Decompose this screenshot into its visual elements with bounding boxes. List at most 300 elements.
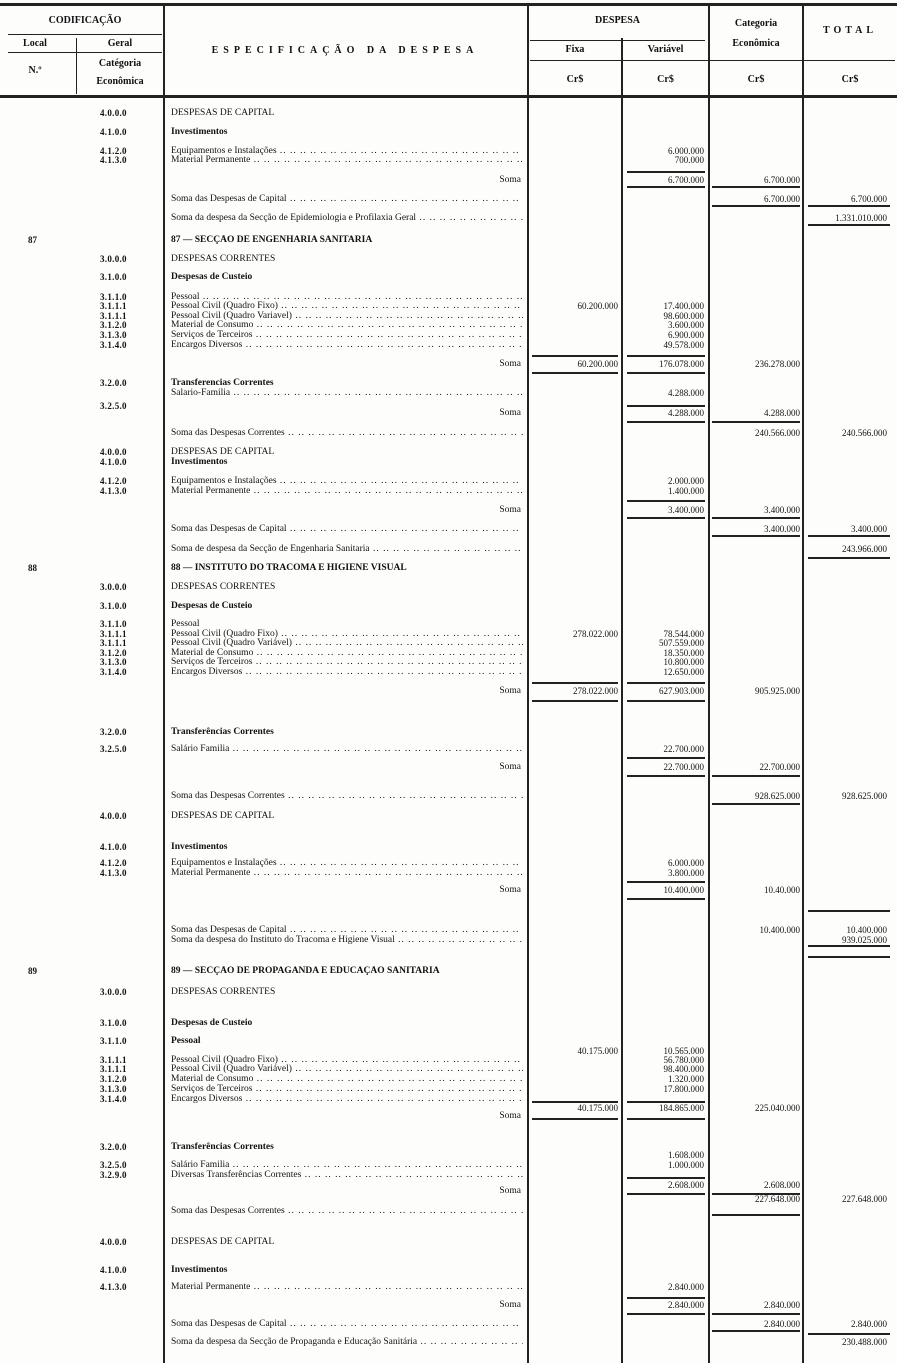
table-row bbox=[0, 1319, 897, 1330]
variavel-value: 3.800.000 bbox=[668, 868, 704, 878]
sum-underline bbox=[627, 898, 705, 900]
expense-description: Soma da despesa do Instituto do Tracoma e Higiene Visual .. .. bbox=[171, 935, 523, 946]
economic-category-code: 4.0.0.0 bbox=[100, 811, 127, 821]
economic-category-code: 3.1.1.1 bbox=[100, 638, 127, 648]
sum-underline bbox=[712, 1313, 800, 1315]
categoria-economica-header: Categoria Econômica bbox=[732, 18, 780, 49]
especificacao-header: ESPECIFICAÇÃO DA DESPESA bbox=[211, 45, 479, 56]
sum-underline bbox=[808, 205, 890, 207]
categoria-value: 2.840.000 bbox=[764, 1300, 800, 1310]
table-row bbox=[0, 486, 897, 497]
economic-category-code: 3.1.3.0 bbox=[100, 1084, 127, 1094]
economic-category-code: 3.2.5.0 bbox=[100, 401, 127, 411]
expense-description: Soma das Despesas de Capital .. .. bbox=[171, 524, 523, 535]
economic-category-code: 3.1.1.0 bbox=[100, 1036, 127, 1046]
top-rule bbox=[0, 3, 897, 6]
header-rule bbox=[530, 60, 895, 61]
total-value: 243.966.000 bbox=[842, 544, 887, 554]
variavel-value: 6.000.000 bbox=[668, 146, 704, 156]
expense-description: Encargos Diversos .. .. bbox=[171, 667, 523, 678]
economic-category-code: 3.1.4.0 bbox=[100, 340, 127, 350]
table-row bbox=[0, 762, 897, 773]
table-row bbox=[0, 1237, 897, 1248]
table-row bbox=[0, 175, 897, 186]
table-row bbox=[0, 505, 897, 516]
categoria-value: 225.040.000 bbox=[755, 1103, 800, 1113]
total-value: 3.400.000 bbox=[851, 524, 887, 534]
header-rule bbox=[8, 34, 162, 35]
sum-underline bbox=[532, 700, 618, 702]
expense-description: Serviços de Terceiros .. .. bbox=[171, 1084, 523, 1095]
expense-description: DESPESAS DE CAPITAL bbox=[171, 447, 275, 457]
variavel-value: 3.400.000 bbox=[668, 505, 704, 515]
sum-underline bbox=[808, 910, 890, 912]
economic-category-code: 3.2.5.0 bbox=[100, 1160, 127, 1170]
economic-category-code: 3.1.4.0 bbox=[100, 1094, 127, 1104]
economic-category-code: 3.2.9.0 bbox=[100, 1170, 127, 1180]
economic-category-code: 3.1.0.0 bbox=[100, 272, 127, 282]
expense-description: DESPESAS DE CAPITAL bbox=[171, 811, 275, 821]
local-header: Local bbox=[23, 38, 47, 49]
sum-underline bbox=[627, 881, 705, 883]
expense-description: DESPESAS CORRENTES bbox=[171, 254, 276, 264]
table-row bbox=[0, 1194, 897, 1205]
expense-description: Soma da despesa da Secção de Epidemiologia e Profilaxia Geral .. .. bbox=[171, 213, 523, 224]
sum-underline bbox=[712, 803, 800, 805]
variavel-value: 98.400.000 bbox=[663, 1064, 704, 1074]
economic-category-code: 4.0.0.0 bbox=[100, 447, 127, 457]
categoria-value: 240.566.000 bbox=[755, 428, 800, 438]
expense-description: Pessoal bbox=[171, 619, 200, 629]
expense-description: Equipamentos e Instalações .. .. bbox=[171, 858, 523, 869]
economic-category-code: 3.1.1.0 bbox=[100, 619, 127, 629]
expense-description: Pessoal Civil (Quadro Variável) .. .. bbox=[171, 638, 523, 649]
variavel-header: Variável bbox=[647, 44, 684, 55]
economic-category-code: 4.0.0.0 bbox=[100, 108, 127, 118]
table-row bbox=[0, 885, 897, 896]
total-value: 240.566.000 bbox=[842, 428, 887, 438]
table-row bbox=[0, 686, 897, 697]
table-row bbox=[0, 272, 897, 283]
total-value: 928.625.000 bbox=[842, 791, 887, 801]
sum-underline bbox=[627, 517, 705, 519]
table-row bbox=[0, 1265, 897, 1276]
expense-description: Equipamentos e Instalações .. .. bbox=[171, 146, 523, 157]
table-row bbox=[0, 388, 897, 399]
sum-underline bbox=[627, 1313, 705, 1315]
expense-description: Despesas de Custeio bbox=[171, 272, 253, 282]
sum-underline bbox=[712, 1214, 800, 1216]
variavel-value: 184.865.000 bbox=[659, 1103, 704, 1113]
soma-label: Soma bbox=[499, 359, 521, 369]
economic-category-code: 4.1.3.0 bbox=[100, 868, 127, 878]
expense-description: Pessoal Civil (Quadro Variavel) .. .. bbox=[171, 311, 523, 322]
table-row bbox=[0, 563, 897, 574]
variavel-value: 10.565.000 bbox=[663, 1046, 704, 1056]
categoria-value: 2.840.000 bbox=[764, 1319, 800, 1329]
economic-category-code: 3.1.1.1 bbox=[100, 311, 127, 321]
expense-description: Transferencias Correntes bbox=[171, 378, 274, 388]
variavel-value: 56.780.000 bbox=[663, 1055, 704, 1065]
sum-underline bbox=[712, 535, 800, 537]
economic-category-code: 4.1.0.0 bbox=[100, 1265, 127, 1275]
total-value: 939.025.000 bbox=[842, 935, 887, 945]
expense-description: Encargos Diversos .. .. bbox=[171, 1094, 523, 1105]
sum-underline bbox=[808, 224, 890, 226]
expense-description: Pessoal Civil (Quadro Fixo) .. .. bbox=[171, 301, 523, 312]
total-value: 10.400.000 bbox=[846, 925, 887, 935]
expense-description: Soma da despesa da Secção de Propaganda e Educação Sanitária .. .. bbox=[171, 1337, 523, 1348]
sum-underline bbox=[627, 1177, 705, 1179]
expense-description: Pessoal Civil (Quadro Fixo) .. .. bbox=[171, 1055, 523, 1066]
table-row bbox=[0, 1111, 897, 1122]
variavel-value: 78.544.000 bbox=[663, 629, 704, 639]
expense-description: Despesas de Custeio bbox=[171, 601, 253, 611]
sum-underline bbox=[532, 682, 618, 684]
table-row bbox=[0, 194, 897, 205]
sum-underline bbox=[808, 1333, 890, 1335]
variavel-value: 98.600.000 bbox=[663, 311, 704, 321]
table-row bbox=[0, 108, 897, 119]
sum-underline bbox=[627, 171, 705, 173]
soma-label: Soma bbox=[499, 1300, 521, 1310]
expense-description: Serviços de Terceiros .. .. bbox=[171, 657, 523, 668]
sum-underline bbox=[627, 775, 705, 777]
economic-category-code: 4.1.0.0 bbox=[100, 457, 127, 467]
total-value: 227.648.000 bbox=[842, 1194, 887, 1204]
header-rule bbox=[530, 40, 705, 41]
economic-category-code: 4.1.0.0 bbox=[100, 842, 127, 852]
expense-description: Investimentos bbox=[171, 457, 228, 467]
economic-category-code: 3.0.0.0 bbox=[100, 582, 127, 592]
geral-header: Geral bbox=[107, 38, 133, 49]
categoria-value: 10.400.000 bbox=[759, 925, 800, 935]
soma-label: Soma bbox=[499, 175, 521, 185]
soma-label: Soma bbox=[499, 1186, 521, 1196]
expense-description: Serviços de Terceiros .. .. bbox=[171, 330, 523, 341]
table-row bbox=[0, 811, 897, 822]
economic-category-code: 3.0.0.0 bbox=[100, 987, 127, 997]
expense-description: 87 — SECÇÃO DE ENGENHARIA SANITARIA bbox=[171, 235, 373, 245]
table-row bbox=[0, 868, 897, 879]
variavel-value: 6.000.000 bbox=[668, 858, 704, 868]
sum-underline bbox=[712, 186, 800, 188]
sum-underline bbox=[627, 355, 705, 357]
expense-description: Pessoal Civil (Quadro Variável) .. .. bbox=[171, 1064, 523, 1075]
variavel-value: 4.288.000 bbox=[668, 388, 704, 398]
expense-description: Salário Familia .. .. bbox=[171, 1160, 523, 1171]
variavel-value: 2.840.000 bbox=[668, 1300, 704, 1310]
sum-underline bbox=[712, 517, 800, 519]
header-bottom-rule bbox=[0, 95, 897, 98]
categoria-value: 22.700.000 bbox=[759, 762, 800, 772]
variavel-value: 22.700.000 bbox=[663, 762, 704, 772]
variavel-value: 17.400.000 bbox=[663, 301, 704, 311]
table-row bbox=[0, 966, 897, 977]
expense-description: Material Permanente .. .. bbox=[171, 486, 523, 497]
variavel-value: 507.559.000 bbox=[659, 638, 704, 648]
variavel-value: 12.650.000 bbox=[663, 667, 704, 677]
table-row bbox=[0, 1300, 897, 1311]
expense-description: Pessoal Civil (Quadro Fixo) .. .. bbox=[171, 629, 523, 640]
table-row bbox=[0, 254, 897, 265]
despesa-header: DESPESA bbox=[594, 15, 640, 26]
expense-description: DESPESAS DE CAPITAL bbox=[171, 1237, 275, 1247]
total-header: TOTAL bbox=[822, 25, 878, 36]
categoria-economica-code-header: Catégoria Econômica bbox=[96, 58, 144, 87]
sum-underline bbox=[627, 1297, 705, 1299]
table-row bbox=[0, 340, 897, 351]
total-value: 230.488.000 bbox=[842, 1337, 887, 1347]
categoria-value: 227.648.000 bbox=[755, 1194, 800, 1204]
table-row bbox=[0, 582, 897, 593]
table-row bbox=[0, 408, 897, 419]
expense-description: Investimentos bbox=[171, 842, 228, 852]
categoria-currency: Cr$ bbox=[747, 74, 765, 85]
sum-underline bbox=[712, 205, 800, 207]
economic-category-code: 4.1.0.0 bbox=[100, 127, 127, 137]
total-value: 6.700.000 bbox=[851, 194, 887, 204]
variavel-value: 627.903.000 bbox=[659, 686, 704, 696]
economic-category-code: 4.1.2.0 bbox=[100, 476, 127, 486]
economic-category-code: 4.1.3.0 bbox=[100, 1282, 127, 1292]
total-value: 2.840.000 bbox=[851, 1319, 887, 1329]
sum-underline bbox=[627, 500, 705, 502]
table-row bbox=[0, 213, 897, 224]
expense-description: Soma das Despesas Correntes .. .. bbox=[171, 428, 523, 439]
expense-description: Soma das Despesas de Capital .. .. bbox=[171, 194, 523, 205]
variavel-value: 17.800.000 bbox=[663, 1084, 704, 1094]
total-currency: Cr$ bbox=[841, 74, 859, 85]
expense-description: DESPESAS CORRENTES bbox=[171, 987, 276, 997]
expense-description: Soma de despesa da Secção de Engenharia Sanitaria .. .. bbox=[171, 544, 523, 555]
categoria-value: 6.700.000 bbox=[764, 175, 800, 185]
categoria-value: 3.400.000 bbox=[764, 524, 800, 534]
soma-label: Soma bbox=[499, 505, 521, 515]
sum-underline bbox=[627, 186, 705, 188]
sum-underline bbox=[808, 535, 890, 537]
economic-category-code: 4.0.0.0 bbox=[100, 1237, 127, 1247]
variavel-value: 1.400.000 bbox=[668, 486, 704, 496]
expense-description: Soma das Despesas Correntes .. .. bbox=[171, 791, 523, 802]
sum-underline bbox=[712, 421, 800, 423]
expense-description: Material Permanente .. .. bbox=[171, 868, 523, 879]
categoria-value: 928.625.000 bbox=[755, 791, 800, 801]
table-row bbox=[0, 524, 897, 535]
soma-label: Soma bbox=[499, 408, 521, 418]
table-row bbox=[0, 428, 897, 439]
sum-underline bbox=[532, 1118, 618, 1120]
codificacao-header: CODIFICAÇÃO bbox=[48, 15, 122, 26]
table-row bbox=[0, 744, 897, 755]
sum-underline bbox=[712, 1193, 800, 1195]
economic-category-code: 3.1.3.0 bbox=[100, 657, 127, 667]
categoria-value: 2.608.000 bbox=[764, 1180, 800, 1190]
fixa-header: Fixa bbox=[565, 44, 585, 55]
soma-label: Soma bbox=[499, 686, 521, 696]
expense-description: Soma das Despesas de Capital .. .. bbox=[171, 925, 523, 936]
economic-category-code: 3.0.0.0 bbox=[100, 254, 127, 264]
local-number: 89 bbox=[28, 966, 37, 976]
table-row bbox=[0, 667, 897, 678]
expense-description: Material Permanente .. .. bbox=[171, 1282, 523, 1293]
expense-description: Transferências Correntes bbox=[171, 727, 274, 737]
expense-description: 88 — INSTITUTO DO TRACOMA E HIGIENE VISUAL bbox=[171, 563, 407, 573]
variavel-value: 6.700.000 bbox=[668, 175, 704, 185]
table-row bbox=[0, 235, 897, 246]
sum-underline bbox=[712, 1330, 800, 1332]
table-row bbox=[0, 457, 897, 468]
economic-category-code: 3.2.0.0 bbox=[100, 727, 127, 737]
variavel-value: 18.350.000 bbox=[663, 648, 704, 658]
expense-description: Equipamentos e Instalações .. .. bbox=[171, 476, 523, 487]
sum-underline bbox=[627, 682, 705, 684]
economic-category-code: 4.1.3.0 bbox=[100, 486, 127, 496]
economic-category-code: 3.1.1.1 bbox=[100, 1055, 127, 1065]
expense-description: DESPESAS DE CAPITAL bbox=[171, 108, 275, 118]
economic-category-code: 3.1.1.1 bbox=[100, 1064, 127, 1074]
table-row bbox=[0, 127, 897, 138]
sum-underline bbox=[627, 1101, 705, 1103]
sum-underline bbox=[808, 945, 890, 947]
expense-description: Material de Consumo .. .. bbox=[171, 1074, 523, 1085]
header-rule bbox=[76, 38, 77, 94]
expense-description: Salario-Familia .. .. bbox=[171, 388, 523, 399]
table-row bbox=[0, 601, 897, 612]
fixa-value: 278.022.000 bbox=[573, 629, 618, 639]
economic-category-code: 3.2.0.0 bbox=[100, 378, 127, 388]
economic-category-code: 3.2.0.0 bbox=[100, 1142, 127, 1152]
table-row bbox=[0, 1018, 897, 1029]
table-row bbox=[0, 155, 897, 166]
expense-description: DESPESAS CORRENTES bbox=[171, 582, 276, 592]
sum-underline bbox=[627, 1193, 705, 1195]
soma-label: Soma bbox=[499, 885, 521, 895]
fixa-value: 278.022.000 bbox=[573, 686, 618, 696]
economic-category-code: 4.1.2.0 bbox=[100, 858, 127, 868]
sum-underline bbox=[627, 757, 705, 759]
categoria-value: 6.700.000 bbox=[764, 194, 800, 204]
economic-category-code: 3.1.0.0 bbox=[100, 1018, 127, 1028]
variavel-value: 176.078.000 bbox=[659, 359, 704, 369]
expense-description: Material Permanente .. .. bbox=[171, 155, 523, 166]
expense-description: Investimentos bbox=[171, 1265, 228, 1275]
expense-description: Material de Consumo .. .. bbox=[171, 648, 523, 659]
table-row bbox=[0, 727, 897, 738]
economic-category-code: 4.1.3.0 bbox=[100, 155, 127, 165]
table-row bbox=[0, 842, 897, 853]
sum-underline bbox=[712, 775, 800, 777]
fixa-value: 60.200.000 bbox=[577, 301, 618, 311]
sum-underline bbox=[532, 355, 618, 357]
variavel-value: 2.608.000 bbox=[668, 1180, 704, 1190]
expense-description: Soma das Despesas de Capital .. .. bbox=[171, 1319, 523, 1330]
numero-header: N.º bbox=[28, 65, 42, 76]
expense-description: Transferências Correntes bbox=[171, 1142, 274, 1152]
economic-category-code: 3.1.1.1 bbox=[100, 301, 127, 311]
expense-description: Material de Consumo .. .. bbox=[171, 320, 523, 331]
economic-category-code: 3.1.4.0 bbox=[100, 667, 127, 677]
sum-underline bbox=[532, 372, 618, 374]
sum-underline bbox=[627, 372, 705, 374]
total-value: 1.331.010.000 bbox=[835, 213, 887, 223]
sum-underline bbox=[627, 1118, 705, 1120]
table-row bbox=[0, 1337, 897, 1348]
variavel-value: 49.578.000 bbox=[663, 340, 704, 350]
variavel-value: 4.288.000 bbox=[668, 408, 704, 418]
economic-category-code: 3.1.2.0 bbox=[100, 320, 127, 330]
local-number: 87 bbox=[28, 235, 37, 245]
fixa-value: 60.200.000 bbox=[577, 359, 618, 369]
expense-description: Salário Familia .. .. bbox=[171, 744, 523, 755]
variavel-value: 1.320.000 bbox=[668, 1074, 704, 1084]
variavel-value: 10.800.000 bbox=[663, 657, 704, 667]
fixa-value: 40.175.000 bbox=[577, 1046, 618, 1056]
expense-description: Diversas Transferências Correntes .. .. bbox=[171, 1170, 523, 1181]
variavel-value: 1.000.000 bbox=[668, 1160, 704, 1170]
categoria-value: 10.40.000 bbox=[764, 885, 800, 895]
expense-description: 89 — SECÇÃO DE PROPAGANDA E EDUCAÇÃO SANITARIA bbox=[171, 966, 440, 976]
expense-description: Pessoal .. .. bbox=[171, 292, 523, 303]
economic-category-code: 3.1.1.0 bbox=[100, 292, 127, 302]
table-row bbox=[0, 359, 897, 370]
sum-underline bbox=[532, 1101, 618, 1103]
variavel-value: 3.600.000 bbox=[668, 320, 704, 330]
expense-description: Soma das Despesas Correntes .. .. bbox=[171, 1206, 523, 1217]
variavel-currency: Cr$ bbox=[657, 74, 674, 85]
variavel-value: 700.000 bbox=[674, 155, 704, 165]
expense-description: Investimentos bbox=[171, 127, 228, 137]
fixa-currency: Cr$ bbox=[566, 74, 584, 85]
table-row bbox=[0, 935, 897, 946]
fixa-value: 40.175.000 bbox=[577, 1103, 618, 1113]
expense-description: Despesas de Custeio bbox=[171, 1018, 253, 1028]
variavel-value: 10.400.000 bbox=[663, 885, 704, 895]
variavel-value: 22.700.000 bbox=[663, 744, 704, 754]
economic-category-code: 3.2.5.0 bbox=[100, 744, 127, 754]
expense-description: Encargos Diversos .. .. bbox=[171, 340, 523, 351]
sum-underline bbox=[808, 557, 890, 559]
soma-label: Soma bbox=[499, 762, 521, 772]
economic-category-code: 3.1.1.1 bbox=[100, 629, 127, 639]
header-rule bbox=[8, 52, 162, 53]
categoria-value: 3.400.000 bbox=[764, 505, 800, 515]
variavel-value: 2.840.000 bbox=[668, 1282, 704, 1292]
categoria-value: 4.288.000 bbox=[764, 408, 800, 418]
local-number: 88 bbox=[28, 563, 37, 573]
categoria-value: 905.925.000 bbox=[755, 686, 800, 696]
economic-category-code: 4.1.2.0 bbox=[100, 146, 127, 156]
soma-label: Soma bbox=[499, 1111, 521, 1121]
variavel-value: 2.000.000 bbox=[668, 476, 704, 486]
economic-category-code: 3.1.2.0 bbox=[100, 648, 127, 658]
table-row bbox=[0, 791, 897, 802]
table-row bbox=[0, 987, 897, 998]
expense-description: Pessoal bbox=[171, 1036, 201, 1046]
economic-category-code: 3.1.2.0 bbox=[100, 1074, 127, 1084]
variavel-value: 6.900.000 bbox=[668, 330, 704, 340]
sum-underline bbox=[808, 956, 890, 958]
sum-underline bbox=[627, 421, 705, 423]
economic-category-code: 3.1.0.0 bbox=[100, 601, 127, 611]
economic-category-code: 3.1.3.0 bbox=[100, 330, 127, 340]
table-row bbox=[0, 544, 897, 555]
variavel-value: 1.608.000 bbox=[668, 1150, 704, 1160]
table-row bbox=[0, 1282, 897, 1293]
sum-underline bbox=[627, 405, 705, 407]
categoria-value: 236.278.000 bbox=[755, 359, 800, 369]
sum-underline bbox=[627, 700, 705, 702]
